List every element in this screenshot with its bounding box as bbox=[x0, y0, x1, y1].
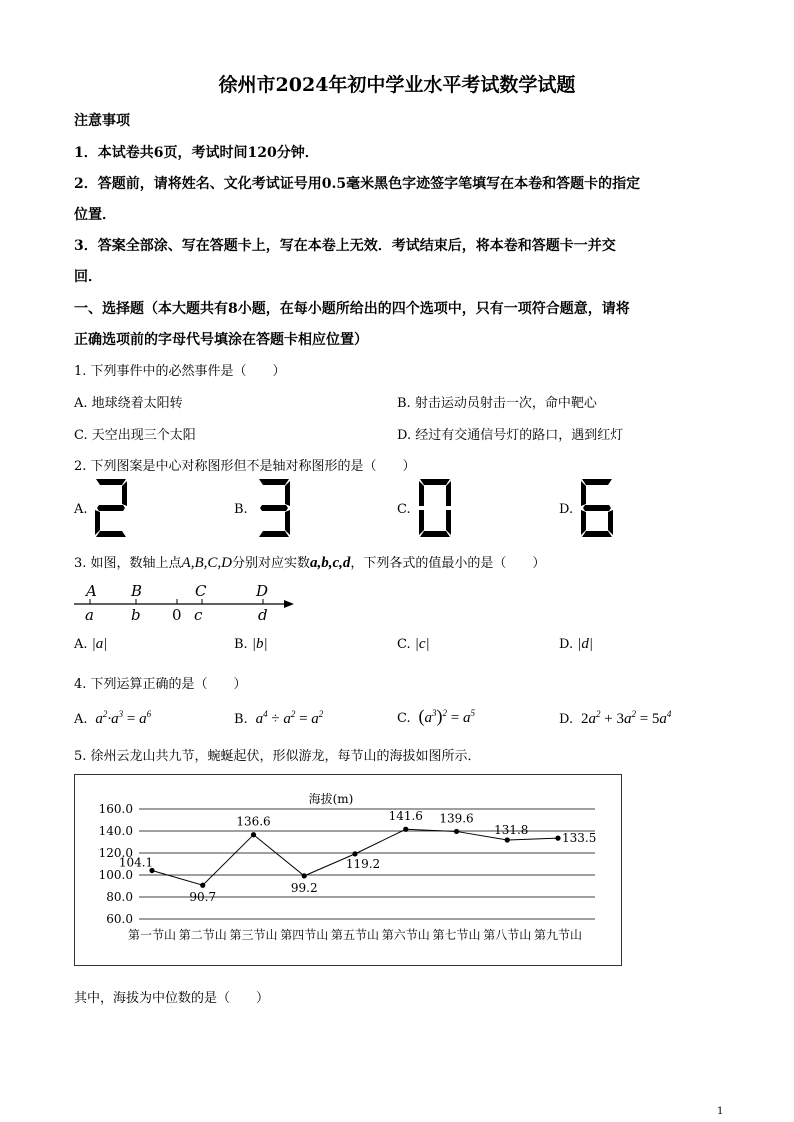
data-label: 133.5 bbox=[562, 831, 597, 846]
x-category-label: 第三节山 bbox=[229, 928, 278, 942]
point-a-label: A bbox=[86, 582, 97, 600]
q3-reals: a,b,c,d bbox=[309, 555, 351, 571]
q5-after: 其中，海拔为中位数的是（ ） bbox=[74, 991, 270, 1006]
y-tick-label: 120.0 bbox=[98, 846, 133, 860]
note-item-3a: 3．答案全部涂、写在答题卡上，写在本卷上无效．考试结束后，将本卷和答题卡一并交 bbox=[74, 238, 616, 254]
q5-stem: 5. 徐州云龙山共九节，蜿蜒起伏，形似游龙，每节山的海拔如图所示． bbox=[74, 749, 481, 764]
data-label: 136.6 bbox=[236, 814, 271, 829]
section1-line1: 一、选择题（本大题共有8小题，在每小题所给出的四个选项中，只有一项符合题意，请将 bbox=[74, 301, 630, 317]
x-category-label: 第六节山 bbox=[381, 928, 430, 942]
q3-option-d: D. |d| bbox=[559, 636, 593, 652]
y-tick-label: 60.0 bbox=[106, 912, 133, 926]
altitude-chart-frame bbox=[74, 774, 622, 966]
q1-option-a: A. 地球绕着太阳转 bbox=[74, 396, 183, 411]
q4-option-b: B. $a^4 \div a^2 = a^2$ bbox=[234, 709, 324, 727]
q2-stem: 2. 下列图案是中心对称图形但不是轴对称图形的是（ ） bbox=[74, 459, 416, 474]
q2-label-b: B. bbox=[234, 502, 248, 517]
data-point bbox=[352, 851, 357, 856]
x-category-label: 第七节山 bbox=[432, 928, 481, 942]
q4-stem: 4. 下列运算正确的是（ ） bbox=[74, 677, 247, 692]
y-tick-label: 160.0 bbox=[98, 802, 133, 816]
q1-option-c: C. 天空出现三个太阳 bbox=[74, 428, 196, 443]
data-point bbox=[555, 836, 560, 841]
y-tick-label: 100.0 bbox=[98, 868, 133, 882]
section1-line2: 正确选项前的字母代号填涂在答题卡相应位置） bbox=[74, 332, 368, 348]
chart-title: 海拔(m) bbox=[308, 792, 354, 806]
point-d-label: D bbox=[256, 582, 269, 600]
digit-0-figure bbox=[416, 478, 454, 538]
data-point bbox=[505, 837, 510, 842]
zero-label: 0 bbox=[172, 606, 182, 624]
data-label: 119.2 bbox=[345, 856, 381, 871]
q3-option-a: A. |a| bbox=[74, 636, 108, 652]
q4-option-c: C. $(a^3)^2 = a^5$ bbox=[397, 706, 475, 726]
point-c-label: C bbox=[195, 582, 207, 600]
y-tick-label: 80.0 bbox=[106, 890, 133, 904]
q2-label-d: D. bbox=[559, 502, 574, 517]
real-b-label: b bbox=[131, 606, 141, 624]
data-label: 90.7 bbox=[189, 890, 217, 905]
q2-label-a: A. bbox=[74, 502, 88, 517]
note-item-1: 1．本试卷共6页，考试时间120分钟． bbox=[74, 145, 319, 161]
real-a-label: a bbox=[85, 606, 94, 624]
q3-option-b: B. |b| bbox=[234, 636, 268, 652]
data-point bbox=[454, 829, 459, 834]
q1-stem: 1. 下列事件中的必然事件是（ ） bbox=[74, 364, 286, 379]
real-d-label: d bbox=[258, 606, 268, 624]
real-c-label: c bbox=[194, 606, 203, 624]
q4-option-d: D. $2a^2 + 3a^2 = 5a^4$ bbox=[559, 709, 672, 727]
q2-label-c: C. bbox=[397, 502, 411, 517]
q3-option-c: C. |c| bbox=[397, 636, 430, 652]
data-point bbox=[200, 883, 205, 888]
x-category-label: 第九节山 bbox=[533, 928, 583, 942]
page-number: 1 bbox=[717, 1106, 724, 1117]
x-category-label: 第一节山 bbox=[127, 928, 177, 942]
x-category-label: 第四节山 bbox=[280, 928, 329, 942]
data-label: 104.1 bbox=[118, 855, 154, 870]
data-label: 131.8 bbox=[494, 823, 529, 838]
data-label: 139.6 bbox=[439, 811, 474, 826]
q3-stem-pre: 3. 如图，数轴上点 bbox=[74, 556, 182, 571]
x-category-label: 第八节山 bbox=[483, 928, 532, 942]
note-item-3b: 回． bbox=[74, 269, 102, 285]
digit-3-figure bbox=[255, 478, 293, 538]
data-point bbox=[403, 827, 408, 832]
note-item-2b: 位置． bbox=[74, 207, 116, 223]
number-line-figure bbox=[70, 578, 300, 626]
q3-points: A,B,C,D bbox=[181, 555, 232, 571]
x-category-label: 第五节山 bbox=[330, 928, 380, 942]
note-item-2a: 2．答题前，请将姓名、文化考试证号用0.5毫米黑色字迹签字笔填写在本卷和答题卡的指定 bbox=[74, 176, 641, 192]
data-label: 99.2 bbox=[290, 880, 318, 895]
page-title: 徐州市2024年初中学业水平考试数学试题 bbox=[218, 74, 576, 96]
y-tick-label: 140.0 bbox=[98, 824, 133, 838]
q1-option-d: D. 经过有交通信号灯的路口，遇到红灯 bbox=[397, 428, 624, 443]
q4-option-a: A. $a^2\cdot a^3 = a^6$ bbox=[74, 709, 152, 727]
q3-stem-mid: 分别对应实数 bbox=[231, 556, 310, 571]
data-point bbox=[302, 873, 307, 878]
altitude-line-chart bbox=[75, 775, 621, 965]
data-point bbox=[251, 832, 256, 837]
data-label: 141.6 bbox=[388, 809, 423, 824]
q3-stem-post: ，下列各式的值最小的是（ ） bbox=[350, 556, 546, 571]
digit-2-figure bbox=[92, 478, 130, 538]
digit-6-figure bbox=[578, 478, 616, 538]
q1-option-b: B. 射击运动员射击一次，命中靶心 bbox=[397, 396, 597, 411]
x-category-label: 第二节山 bbox=[178, 928, 227, 942]
notes-heading: 注意事项 bbox=[74, 113, 130, 129]
point-b-label: B bbox=[131, 582, 143, 600]
q3-stem bbox=[74, 552, 545, 572]
